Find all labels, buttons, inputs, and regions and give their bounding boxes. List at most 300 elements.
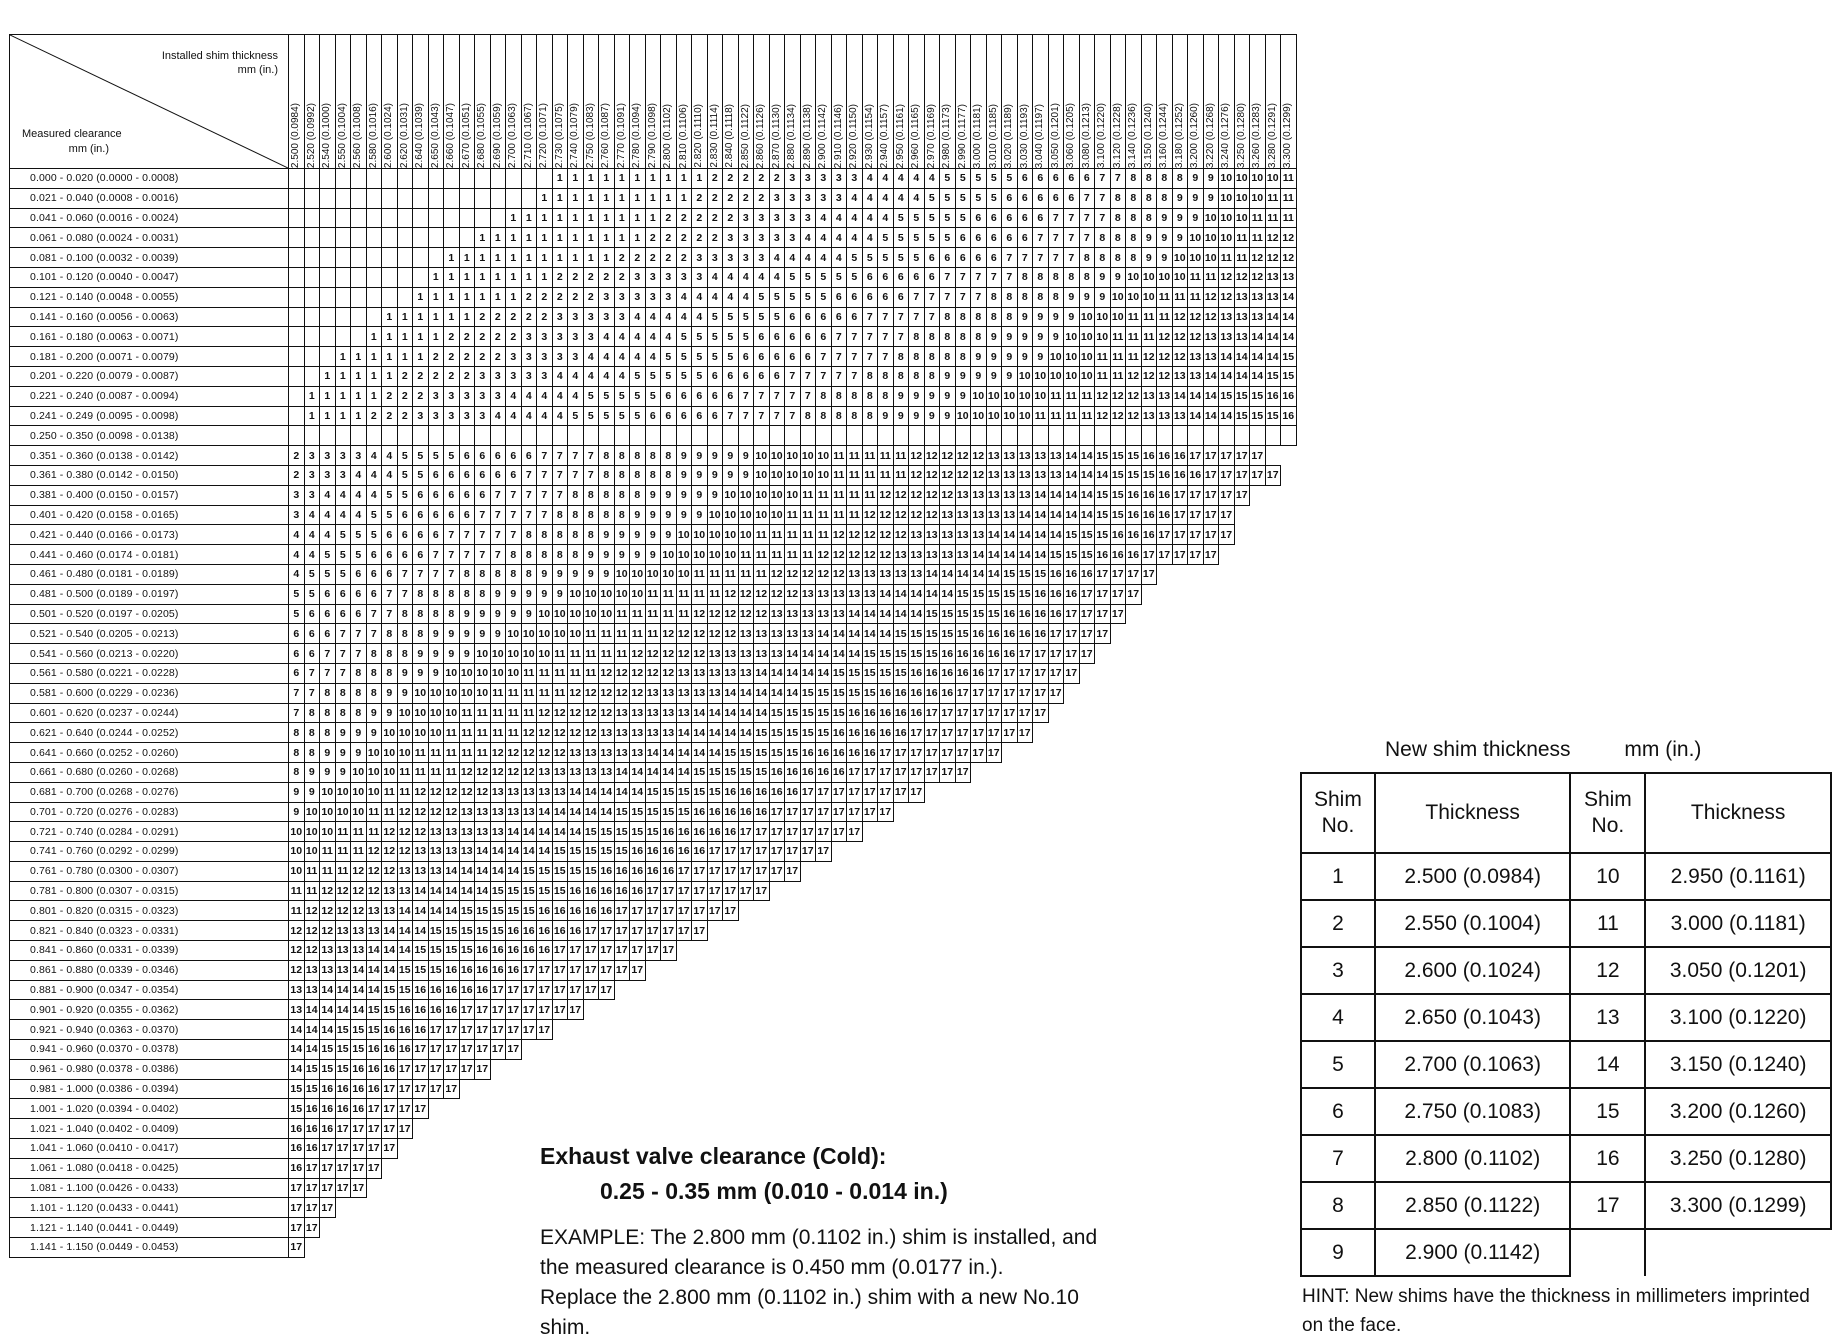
shim-number-cell: 7: [862, 327, 878, 347]
empty-cell: [614, 1079, 630, 1099]
shim-number-cell: 17: [521, 960, 537, 980]
empty-cell: [1281, 505, 1297, 525]
empty-cell: [1219, 960, 1235, 980]
shim-number-cell: 9: [1203, 188, 1219, 208]
empty-cell: [1172, 723, 1188, 743]
shim-number-cell: 16: [397, 1000, 413, 1020]
shim-number-cell: 12: [1172, 307, 1188, 327]
empty-cell: [1250, 584, 1266, 604]
table-row: [10, 505, 1297, 525]
shim-number-cell: 7: [506, 525, 522, 545]
shim-number-cell: 1: [428, 267, 444, 287]
shim-number-cell: 17: [599, 960, 615, 980]
shim-number-cell: 10: [583, 604, 599, 624]
shim-number-cell: 16: [304, 1119, 320, 1139]
empty-cell: [1126, 901, 1142, 921]
empty-cell: [1048, 822, 1064, 842]
empty-cell: [707, 1059, 723, 1079]
shim-number-cell: 16: [413, 1000, 429, 1020]
shim-number-cell: 5: [723, 327, 739, 347]
empty-cell: [1265, 1119, 1281, 1139]
empty-cell: [1110, 802, 1126, 822]
shim-number-cell: 15: [909, 644, 925, 664]
shim-number-cell: 15: [1265, 366, 1281, 386]
empty-cell: [847, 1020, 863, 1040]
empty-cell: [909, 1020, 925, 1040]
empty-cell: [320, 248, 336, 268]
empty-cell: [692, 1079, 708, 1099]
empty-cell: [723, 921, 739, 941]
installed-thickness-column-header: [1250, 35, 1266, 169]
empty-cell: [1141, 901, 1157, 921]
shim-number-cell: 8: [1110, 188, 1126, 208]
empty-cell: [878, 861, 894, 881]
empty-cell: [1017, 901, 1033, 921]
shim-number-cell: 10: [630, 584, 646, 604]
shim-number-cell: 3: [444, 406, 460, 426]
shim-number-cell: 5: [769, 307, 785, 327]
shim-thickness: 2.700 (0.1063): [1375, 1041, 1571, 1088]
shim-number-cell: 17: [1017, 683, 1033, 703]
empty-cell: [1250, 921, 1266, 941]
empty-cell: [1141, 782, 1157, 802]
empty-cell: [1157, 921, 1173, 941]
table-row: [10, 327, 1297, 347]
empty-cell: [1172, 822, 1188, 842]
empty-cell: [1048, 842, 1064, 862]
shim-number-cell: 8: [924, 327, 940, 347]
shim-number-cell: 7: [909, 287, 925, 307]
shim-number-cell: 14: [459, 881, 475, 901]
empty-cell: [940, 861, 956, 881]
measured-clearance-label: 1.081 - 1.100 (0.0426 - 0.0433): [10, 1178, 289, 1198]
empty-clearance-cell: [800, 426, 816, 446]
shim-number-cell: 15: [506, 901, 522, 921]
shim-number-cell: 7: [444, 564, 460, 584]
shim-number-cell: 17: [924, 703, 940, 723]
shim-number-cell: 15: [444, 941, 460, 961]
empty-cell: [1281, 525, 1297, 545]
empty-cell: [723, 1119, 739, 1139]
shim-number-cell: 11: [878, 446, 894, 466]
empty-cell: [723, 1020, 739, 1040]
shim-number-cell: 9: [413, 644, 429, 664]
table-row: [10, 446, 1297, 466]
empty-cell: [924, 1040, 940, 1060]
shim-number-cell: 15: [1110, 485, 1126, 505]
shim-number-cell: 7: [986, 267, 1002, 287]
empty-cell: [1064, 723, 1080, 743]
shim-number-cell: 11: [1250, 228, 1266, 248]
shim-number-cell: 8: [1110, 208, 1126, 228]
shim-number-cell: 14: [769, 683, 785, 703]
empty-cell: [335, 287, 351, 307]
empty-cell: [1219, 782, 1235, 802]
shim-number-cell: 17: [816, 782, 832, 802]
shim-number-cell: 4: [630, 347, 646, 367]
empty-cell: [1017, 881, 1033, 901]
shim-number-cell: 13: [971, 485, 987, 505]
shim-number-cell: 16: [428, 980, 444, 1000]
shim-number-cell: 11: [878, 465, 894, 485]
empty-cell: [521, 1040, 537, 1060]
shim-number-cell: 7: [583, 465, 599, 485]
shim-number-cell: 15: [366, 1000, 382, 1020]
shim-number-cell: 13: [599, 723, 615, 743]
shim-number-cell: 12: [661, 644, 677, 664]
empty-cell: [955, 861, 971, 881]
shim-number-cell: 8: [599, 465, 615, 485]
shim-number-cell: 5: [335, 545, 351, 565]
shim-number-cell: 8: [1126, 169, 1142, 189]
shim-number-cell: 11: [1110, 347, 1126, 367]
shim-number-cell: 5: [986, 169, 1002, 189]
shim-number-cell: 7: [537, 485, 553, 505]
shim-number-cell: 4: [723, 267, 739, 287]
shim-number-cell: 17: [599, 941, 615, 961]
shim-number-cell: 10: [537, 624, 553, 644]
shim-number-cell: 5: [785, 267, 801, 287]
shim-number-cell: 6: [382, 545, 398, 565]
empty-clearance-cell: [459, 426, 475, 446]
empty-cell: [816, 960, 832, 980]
shim-number-cell: 17: [397, 1099, 413, 1119]
shim-number-cell: 9: [1033, 327, 1049, 347]
shim-number-cell: 6: [351, 584, 367, 604]
shim-number-cell: 12: [893, 505, 909, 525]
shim-number-cell: 14: [444, 881, 460, 901]
shim-number-cell: 15: [831, 683, 847, 703]
shim-number-cell: 13: [1265, 287, 1281, 307]
shim-number-cell: 16: [1141, 446, 1157, 466]
shim-number-cell: 3: [630, 287, 646, 307]
shim-number-cell: 10: [816, 446, 832, 466]
shim-number-cell: 2: [475, 307, 491, 327]
shim-number-cell: 8: [320, 703, 336, 723]
shim-number-cell: 5: [800, 287, 816, 307]
shim-number-cell: 12: [459, 762, 475, 782]
shim-number-cell: 13: [1017, 485, 1033, 505]
column-label: 2.830 (0.1114): [708, 104, 720, 168]
shim-number-cell: 16: [552, 921, 568, 941]
empty-cell: [1157, 980, 1173, 1000]
shim-number-cell: 6: [1017, 169, 1033, 189]
shim-number-cell: 16: [785, 782, 801, 802]
empty-cell: [971, 1040, 987, 1060]
shim-number-cell: 6: [444, 505, 460, 525]
shim-number-cell: 3: [661, 267, 677, 287]
empty-cell: [1157, 1079, 1173, 1099]
shim-number-cell: 11: [847, 485, 863, 505]
shim-number-cell: 13: [1033, 446, 1049, 466]
shim-number-cell: 11: [1234, 228, 1250, 248]
shim-number-cell: 17: [738, 861, 754, 881]
shim-number-cell: 9: [1188, 188, 1204, 208]
empty-cell: [816, 1040, 832, 1060]
empty-clearance-cell: [1033, 426, 1049, 446]
installed-thickness-column-header: [568, 35, 584, 169]
empty-cell: [1188, 564, 1204, 584]
shim-number-cell: 11: [459, 703, 475, 723]
shim-number-cell: 17: [1095, 584, 1111, 604]
shim-number-cell: 10: [521, 624, 537, 644]
shim-number-cell: 5: [630, 386, 646, 406]
shim-number-cell: 8: [661, 446, 677, 466]
empty-cell: [1188, 861, 1204, 881]
installed-thickness-column-header: [1048, 35, 1064, 169]
empty-cell: [785, 1000, 801, 1020]
shim-number-cell: 8: [583, 505, 599, 525]
empty-cell: [878, 1099, 894, 1119]
installed-thickness-column-header: [707, 35, 723, 169]
empty-cell: [1265, 564, 1281, 584]
shim-number-cell: 16: [459, 960, 475, 980]
empty-cell: [1141, 1000, 1157, 1020]
shim-number-cell: 17: [831, 822, 847, 842]
shim-number-cell: 5: [738, 307, 754, 327]
empty-clearance-cell: [1126, 426, 1142, 446]
empty-cell: [1281, 683, 1297, 703]
shim-number-cell: 6: [413, 545, 429, 565]
shim-number-cell: 13: [707, 644, 723, 664]
empty-cell: [366, 307, 382, 327]
shim-number-cell: 17: [723, 901, 739, 921]
measured-clearance-label: 0.701 - 0.720 (0.0276 - 0.0283): [10, 802, 289, 822]
table-row: [1301, 1182, 1831, 1229]
shim-number-cell: 3: [754, 208, 770, 228]
empty-cell: [413, 228, 429, 248]
shim-number-cell: 13: [1048, 446, 1064, 466]
shim-number-cell: 16: [1002, 624, 1018, 644]
empty-cell: [1017, 960, 1033, 980]
shim-number-cell: 7: [397, 564, 413, 584]
shim-number-cell: 8: [614, 485, 630, 505]
shim-number-cell: 14: [320, 1020, 336, 1040]
shim-number-cell: 12: [909, 446, 925, 466]
shim-number-cell: 13: [1281, 267, 1297, 287]
table-row: [10, 1119, 1297, 1139]
shim-number-cell: 4: [847, 228, 863, 248]
shim-number-cell: 6: [940, 248, 956, 268]
empty-cell: [1250, 604, 1266, 624]
shim-number-cell: 7: [769, 386, 785, 406]
shim-number-cell: 11: [583, 624, 599, 644]
shim-number-cell: 16: [1048, 564, 1064, 584]
shim-number-cell: 12: [785, 564, 801, 584]
shim-number-cell: 1: [599, 188, 615, 208]
empty-cell: [754, 941, 770, 961]
empty-cell: [971, 1099, 987, 1119]
shim-number-cell: 17: [1064, 663, 1080, 683]
shim-number-cell: 16: [924, 663, 940, 683]
shim-number-cell: 8: [568, 505, 584, 525]
installed-thickness-column-header: [475, 35, 491, 169]
shim-number-cell: 13: [1157, 386, 1173, 406]
shim-number-cell: 10: [707, 545, 723, 565]
column-label: 2.820 (0.1110): [693, 104, 704, 168]
empty-clearance-cell: [444, 426, 460, 446]
empty-cell: [893, 861, 909, 881]
shim-number-cell: 13: [909, 525, 925, 545]
shim-number-cell: 15: [645, 802, 661, 822]
empty-cell: [1033, 1099, 1049, 1119]
shim-number-cell: 17: [645, 881, 661, 901]
measured-clearance-label: 0.201 - 0.220 (0.0079 - 0.0087): [10, 366, 289, 386]
empty-cell: [909, 1119, 925, 1139]
empty-cell: [614, 1020, 630, 1040]
shim-number-cell: 15: [351, 1020, 367, 1040]
shim-number-cell: 14: [878, 604, 894, 624]
empty-cell: [754, 1079, 770, 1099]
shim-number-cell: 1: [459, 307, 475, 327]
empty-cell: [428, 1238, 444, 1258]
empty-cell: [661, 1059, 677, 1079]
shim-number-cell: 17: [1172, 505, 1188, 525]
empty-cell: [521, 1099, 537, 1119]
shim-number-cell: 4: [614, 347, 630, 367]
shim-number-cell: 14: [490, 861, 506, 881]
shim-number-cell: 16: [878, 683, 894, 703]
shim-number-cell: 15: [986, 584, 1002, 604]
shim-number-cell: 5: [289, 604, 305, 624]
shim-number-cell: 6: [1017, 228, 1033, 248]
shim-number-cell: 14: [831, 644, 847, 664]
shim-number-cell: 17: [862, 762, 878, 782]
empty-cell: [1079, 1099, 1095, 1119]
shim-number-cell: 16: [552, 901, 568, 921]
empty-cell: [1141, 861, 1157, 881]
empty-cell: [397, 169, 413, 189]
empty-cell: [1048, 1000, 1064, 1020]
empty-cell: [1265, 960, 1281, 980]
shim-number-cell: 15: [304, 1079, 320, 1099]
empty-cell: [1033, 941, 1049, 961]
empty-cell: [1234, 545, 1250, 565]
empty-cell: [1048, 1099, 1064, 1119]
shim-number-cell: 8: [366, 663, 382, 683]
empty-cell: [831, 1020, 847, 1040]
shim-number-cell: 11: [552, 663, 568, 683]
empty-cell: [1265, 941, 1281, 961]
empty-cell: [878, 901, 894, 921]
shim-number-cell: 9: [676, 446, 692, 466]
shim-number-cell: 8: [366, 683, 382, 703]
empty-cell: [909, 1079, 925, 1099]
shim-number-cell: 13: [986, 505, 1002, 525]
empty-cell: [1250, 1000, 1266, 1020]
empty-cell: [1079, 960, 1095, 980]
shim-number-cell: 7: [847, 366, 863, 386]
table-row: [10, 644, 1297, 664]
shim-number-cell: 13: [661, 703, 677, 723]
shim-number-cell: 14: [754, 703, 770, 723]
shim-number-cell: 13: [475, 802, 491, 822]
shim-number-cell: 17: [506, 1020, 522, 1040]
empty-cell: [583, 1119, 599, 1139]
measured-clearance-label: 0.441 - 0.460 (0.0174 - 0.0181): [10, 545, 289, 565]
shim-number-cell: 11: [614, 604, 630, 624]
shim-number-cell: 11: [490, 683, 506, 703]
empty-cell: [1265, 525, 1281, 545]
shim-number-cell: 13: [707, 683, 723, 703]
shim-number-cell: 17: [583, 960, 599, 980]
shim-number-cell: 16: [723, 782, 739, 802]
shim-number-cell: 7: [940, 287, 956, 307]
shim-number-cell: 10: [754, 446, 770, 466]
column-label: 2.560 (0.1008): [352, 102, 363, 168]
shim-number-cell: 14: [1203, 386, 1219, 406]
empty-cell: [1265, 762, 1281, 782]
shim-number-cell: 17: [1002, 703, 1018, 723]
empty-cell: [1048, 743, 1064, 763]
column-label: 3.200 (0.1260): [1189, 102, 1200, 168]
shim-number-cell: 12: [909, 505, 925, 525]
empty-cell: [413, 1178, 429, 1198]
shim-number-cell: 12: [878, 505, 894, 525]
shim-number-cell: 17: [320, 1178, 336, 1198]
shim-number-cell: 5: [614, 386, 630, 406]
shim-number-cell: 17: [754, 881, 770, 901]
shim-number-cell: 10: [1048, 366, 1064, 386]
shim-number-cell: 16: [1033, 624, 1049, 644]
empty-cell: [1048, 1020, 1064, 1040]
shim-number-cell: 15: [537, 881, 553, 901]
empty-cell: [320, 267, 336, 287]
shim-number-cell: 11: [459, 723, 475, 743]
shim-number-cell: 16: [630, 881, 646, 901]
shim-number-cell: 14: [816, 624, 832, 644]
empty-cell: [1033, 901, 1049, 921]
empty-cell: [304, 208, 320, 228]
shim-number-cell: 7: [1095, 208, 1111, 228]
empty-clearance-cell: [382, 426, 398, 446]
shim-number-cell: 1: [552, 208, 568, 228]
table-row: [10, 465, 1297, 485]
shim-number-cell: 12: [785, 584, 801, 604]
shim-number-cell: 10: [1219, 208, 1235, 228]
shim-number-cell: 6: [878, 287, 894, 307]
shim-number-cell: 5: [630, 366, 646, 386]
shim-number-cell: 8: [428, 584, 444, 604]
empty-cell: [351, 228, 367, 248]
empty-cell: [707, 941, 723, 961]
shim-number-cell: 16: [955, 663, 971, 683]
empty-cell: [1281, 663, 1297, 683]
empty-cell: [738, 921, 754, 941]
shim-number-cell: 17: [413, 1059, 429, 1079]
shim-number-cell: 13: [444, 842, 460, 862]
shim-number-cell: 3: [785, 208, 801, 228]
empty-cell: [428, 1178, 444, 1198]
column-label: 2.930 (0.1154): [863, 103, 875, 168]
shim-number-cell: 17: [335, 1139, 351, 1159]
shim-number-cell: 2: [289, 446, 305, 466]
shim-number-cell: 15: [754, 743, 770, 763]
measured-clearance-label: 0.601 - 0.620 (0.0237 - 0.0244): [10, 703, 289, 723]
shim-number-cell: 16: [1157, 505, 1173, 525]
shim-number-cell: 10: [459, 683, 475, 703]
shim-number-cell: 10: [599, 604, 615, 624]
shim-number-cell: 2: [490, 347, 506, 367]
shim-number-cell: 13: [707, 663, 723, 683]
shim-number-cell: 17: [924, 743, 940, 763]
empty-cell: [1281, 861, 1297, 881]
shim-number-cell: 17: [816, 802, 832, 822]
shim-number-cell: 12: [428, 802, 444, 822]
shim-number: 13: [1570, 994, 1645, 1041]
empty-cell: [459, 169, 475, 189]
empty-cell: [785, 941, 801, 961]
